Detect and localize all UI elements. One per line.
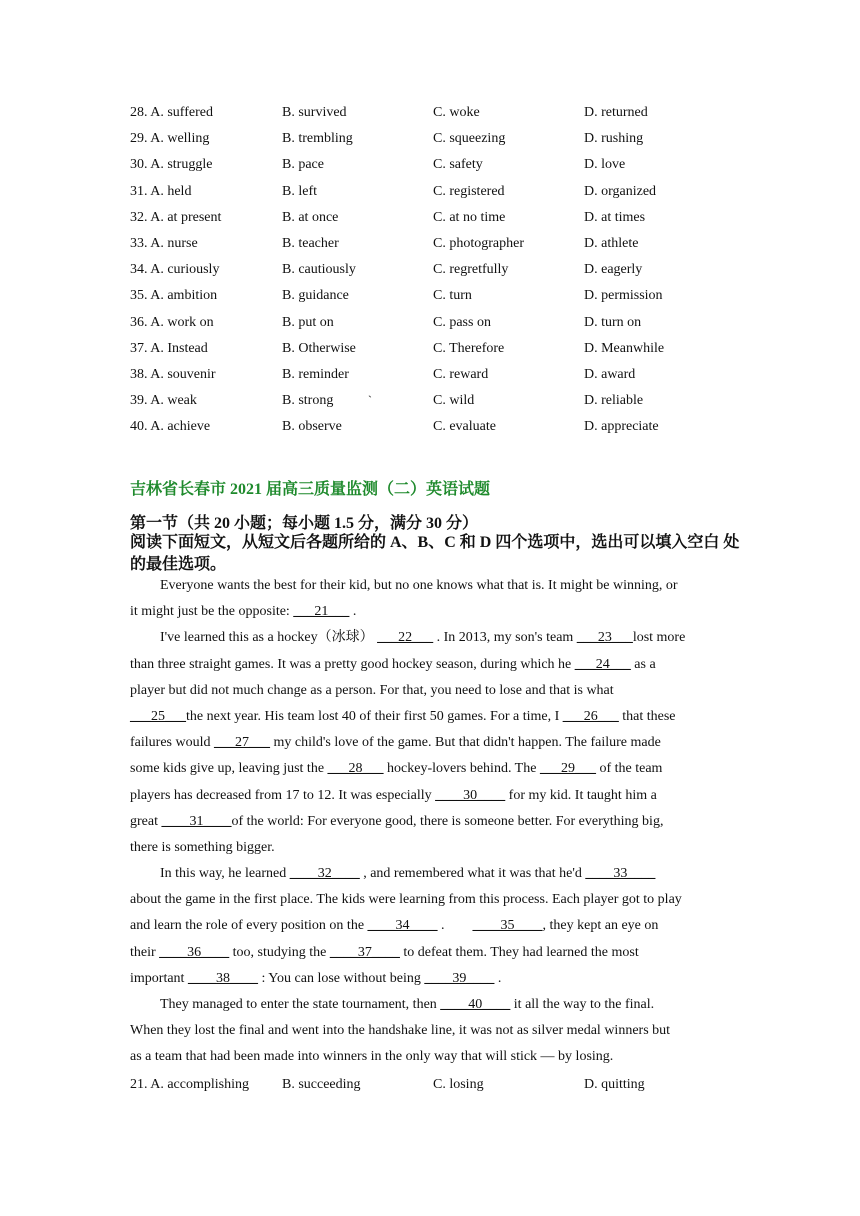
blank-35: ____35____ [472,918,543,934]
option-c: C. regretfully [433,262,509,278]
passage-line [130,730,735,756]
option-d: D. rushing [584,131,644,147]
passage-text: They managed to enter the state tournament, then [160,997,441,1012]
option-d: D. returned [584,105,648,121]
passage-line [130,756,735,782]
passage-text: : You can lose without being [257,970,425,986]
passage-text: . [349,604,357,620]
blank-38: ____38____ [187,970,258,986]
blank-31: ____31____ [161,813,232,829]
passage-line [130,940,735,966]
option-c: C. squeezing [433,131,506,147]
passage-text: hockey-lovers behind. The [383,761,540,777]
blank-27: ___27___ [213,735,270,751]
option-c: C. turn [433,288,472,304]
option-row [130,310,750,336]
option-b: B. trembling [282,131,353,147]
option-row [130,231,750,257]
option-d: D. Meanwhile [584,340,665,356]
option-row [130,283,750,309]
passage-line [130,573,735,599]
option-a: 35. A. ambition [130,288,218,304]
passage-text: lost more [632,630,686,646]
option-a: 37. A. Instead [130,340,208,356]
option-row [130,205,750,231]
option-d: D. quitting [584,1077,645,1092]
passage-line [130,966,735,992]
passage-text: , they kept an eye on [542,918,659,934]
passage-line [130,1018,735,1044]
option-b: B. Otherwise [282,340,356,356]
passage-line [130,861,735,887]
passage-text: for my kid. It taught him a [505,787,657,803]
option-c: C. safety [433,157,483,173]
passage-line [130,599,735,625]
option-d: D. organized [584,183,657,199]
passage-line [130,992,735,1018]
option-d: D. love [584,157,626,173]
option-c: C. photographer [433,236,524,252]
option-d: D. reliable [584,393,644,409]
option-b: B. teacher [282,236,339,252]
blank-23: ___23___ [576,630,633,646]
blank-21: ___21___ [293,604,350,620]
option-row [130,100,750,126]
blank-25: ___25___ [130,708,186,724]
passage-text: I've learned this as a hockey（冰球） [160,630,378,646]
option-row [130,362,750,388]
option-b: B. put on [282,314,334,330]
passage-text: In this way, he learned [160,866,290,882]
option-c: C. at no time [433,209,506,225]
option-c: C. woke [433,105,480,121]
blank-39: ____39____ [424,970,495,986]
blank-33: ____33____ [585,866,656,882]
passage-text: than three straight games. It was a pretty good hockey season, during which he [130,656,575,672]
passage-text: their [130,944,160,960]
passage-text: great [130,813,162,829]
passage-text: about the game in the first place. The kids were learning from this process. Each player got to play [130,892,682,908]
passage-line [130,678,735,704]
passage-text: . [494,970,502,986]
option-b: B. observe [282,419,342,435]
stray-mark: ` [368,393,372,407]
option-b: B. cautiously [282,262,356,278]
section-title: 吉林省长春市 2021 届高三质量监测（二）英语试题 [130,481,491,498]
blank-37: ____37____ [329,944,400,960]
passage-text: of the world: For everyone good, there is someone better. For everything big, [231,813,664,829]
option-c: C. pass on [433,314,491,330]
option-b: B. guidance [282,288,349,304]
passage-line [130,913,735,939]
option-row [130,388,750,414]
option-a: 28. A. suffered [130,105,213,121]
blank-24: ___24___ [574,656,631,672]
option-a: 40. A. achieve [130,419,211,435]
passage-text: of the team [595,761,663,777]
option-a: 34. A. curiously [130,262,220,278]
passage-line [130,1044,735,1070]
option-a: 39. A. weak [130,393,197,409]
passage-text: that these [618,708,676,724]
option-c: C. registered [433,183,505,199]
passage-line [130,625,735,651]
passage-text: it all the way to the final. [510,997,655,1012]
blank-29: ___29___ [539,761,596,777]
passage-line [130,783,735,809]
option-row [130,179,750,205]
passage-line [130,652,735,678]
option-a: 38. A. souvenir [130,366,216,382]
option-b: B. left [282,183,317,199]
option-c: C. reward [433,366,489,382]
passage-text: as a [630,656,656,672]
cloze-passage [130,573,735,1071]
blank-40: ____40____ [440,997,511,1012]
option-d: D. eagerly [584,262,643,278]
passage-line [130,835,735,861]
blank-36: ____36____ [159,944,230,960]
option-d: D. at times [584,209,646,225]
passage-text: . In 2013, my son's team [433,630,577,646]
passage-text: it might just be the opposite: [130,604,294,620]
option-row [130,336,750,362]
passage-text: and learn the role of every position on the [130,918,368,934]
option-d: D. turn on [584,314,642,330]
blank-22: ___22___ [377,630,434,646]
passage-text: the next year. His team lost 40 of their first 50 games. For a time, I [186,708,563,724]
option-d: D. athlete [584,236,639,252]
option-c: C. Therefore [433,340,505,356]
option-a: 30. A. struggle [130,157,213,173]
option-a: 32. A. at present [130,209,222,225]
passage-text: too, studying the [229,944,330,960]
option-b: B. succeeding [282,1077,361,1092]
option-b: B. at once [282,209,339,225]
blank-32: ____32____ [289,866,360,882]
option-a: 31. A. held [130,183,192,199]
blank-34: ____34____ [367,918,438,934]
option-c: C. losing [433,1077,484,1092]
passage-line [130,704,735,730]
option-c: C. wild [433,393,475,409]
option-a: 33. A. nurse [130,236,198,252]
option-a: 29. A. welling [130,131,210,147]
option-row [130,126,750,152]
passage-line [130,809,735,835]
passage-text: there is something bigger. [130,839,275,855]
part-title: 第一节（共 20 小题；每小题 1.5 分，满分 30 分） [130,515,479,532]
option-b: B. strong [282,393,334,409]
option-d: D. appreciate [584,419,659,435]
passage-text: my child's love of the game. But that didn't happen. The failure made [269,735,661,751]
passage-text: When they lost the final and went into the handshake line, it was not as silver medal winners but [130,1023,671,1039]
blank-30: ____30____ [435,787,506,803]
options-table-28-40 [130,100,750,440]
instructions: 阅读下面短文，从短文后各题所给的 A、B、C 和 D 四个选项中，选出可以填入空白 处的最佳选项。 [130,534,740,573]
blank-28: ___28___ [327,761,384,777]
passage-text: Everyone wants the best for their kid, but no one knows what that is. It might be winning, or [160,578,678,593]
option-row-21 [130,1072,750,1098]
passage-line [130,887,735,913]
option-row [130,414,750,440]
passage-text: some kids give up, leaving just the [130,761,328,777]
option-b: B. pace [282,157,324,173]
option-d: D. award [584,366,636,382]
option-row [130,152,750,178]
option-a: 21. A. accomplishing [130,1077,249,1092]
option-c: C. evaluate [433,419,496,435]
passage-text: . [437,918,473,934]
passage-text: to defeat them. They had learned the most [399,944,639,960]
passage-text: player but did not much change as a person. For that, you need to lose and that is what [130,682,614,698]
passage-text: important [130,970,188,986]
option-d: D. permission [584,288,663,304]
blank-26: ___26___ [562,708,619,724]
passage-text: as a team that had been made into winners in the only way that will stick — by losing. [130,1049,614,1065]
passage-text: players has decreased from 17 to 12. It was especially [130,787,436,803]
option-b: B. reminder [282,366,349,382]
passage-text: failures would [130,735,214,751]
option-row [130,257,750,283]
option-a: 36. A. work on [130,314,214,330]
option-b: B. survived [282,105,347,121]
passage-text: , and remembered what it was that he'd [359,866,586,882]
